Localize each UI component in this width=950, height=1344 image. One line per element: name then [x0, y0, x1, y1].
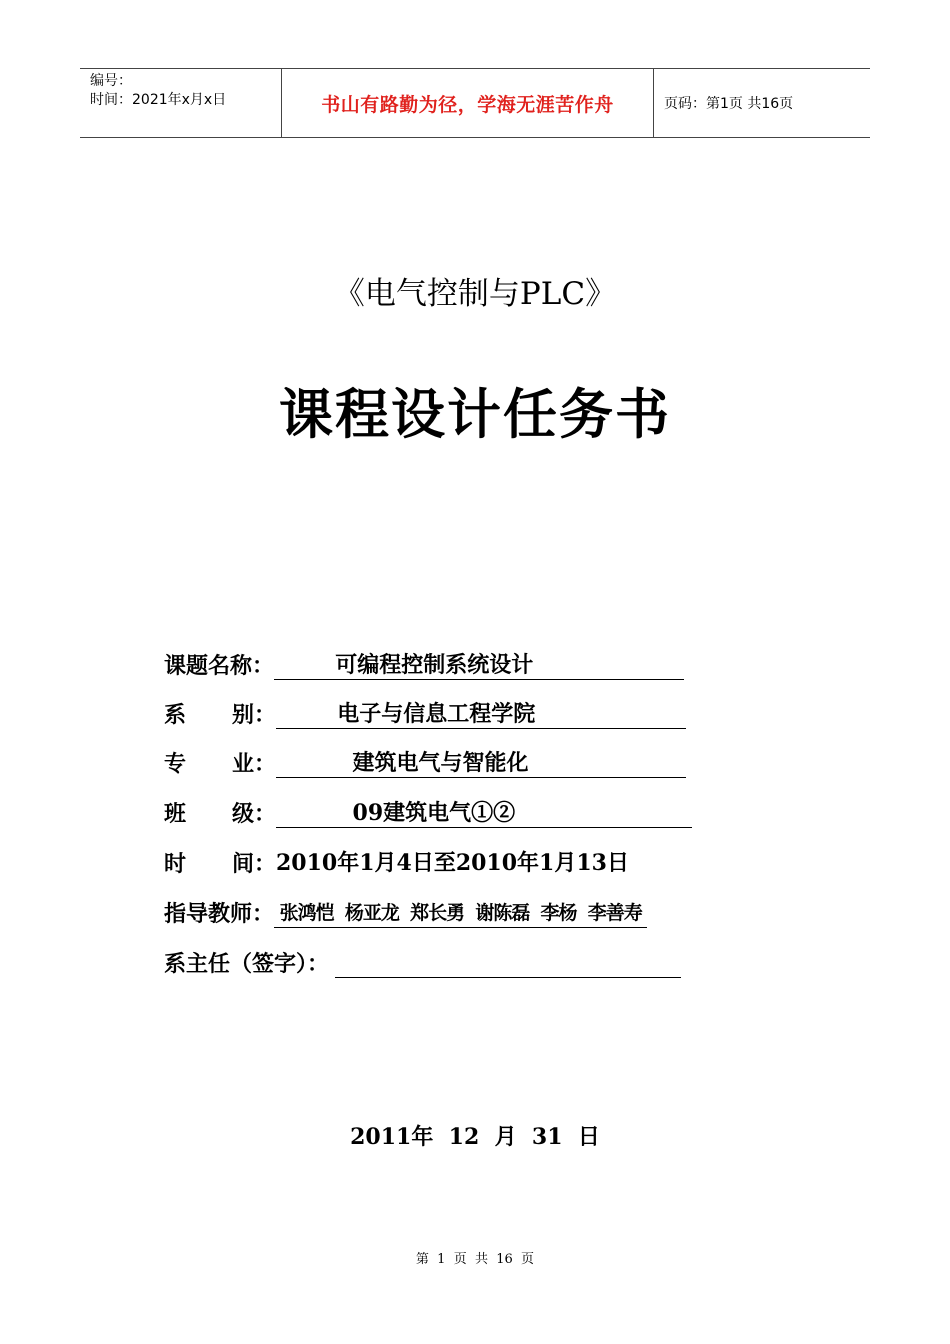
course-title: 《电气控制与PLC》 [333, 276, 617, 312]
field-major [164, 744, 686, 778]
field-topic [164, 646, 684, 680]
field-label: 课题名称： [164, 653, 275, 679]
page-info: 页码：第1页 共16页 [664, 96, 794, 112]
field-label: 班 级： [164, 801, 276, 827]
field-value: 09建筑电气①② [276, 798, 692, 828]
field-value: 电子与信息工程学院 [276, 699, 686, 729]
field-label: 时 间： [164, 851, 276, 877]
number-label: 编号： [90, 73, 132, 89]
field-dean-signature [164, 944, 681, 978]
page-footer: 第 1 页 共 16 页 [415, 1252, 535, 1267]
time-label: 时间：2021年x月x日 [90, 92, 227, 108]
header-motto-cell [282, 69, 654, 137]
field-value: 2010年1月4日至2010年1月13日 [275, 850, 629, 876]
motto: 书山有路勤为径，学海无涯苦作舟 [321, 93, 614, 116]
header-table [80, 68, 870, 138]
field-label: 指导教师： [164, 901, 275, 927]
signature-line [335, 948, 681, 978]
field-value: 建筑电气与智能化 [276, 748, 686, 778]
field-advisors [164, 894, 647, 928]
field-value: 可编程控制系统设计 [274, 650, 684, 680]
header-meta [80, 69, 282, 137]
field-label: 系主任（签字）： [164, 951, 330, 977]
field-label: 专 业： [164, 751, 276, 777]
field-time [164, 844, 629, 878]
field-class [164, 794, 692, 828]
field-value: 张鸿恺 杨亚龙 郑长勇 谢陈磊 李杨 李善寿 [274, 898, 647, 928]
header-page-info-cell [654, 69, 870, 137]
document-title: 课程设计任务书 [279, 383, 671, 446]
field-label: 系 别： [164, 702, 276, 728]
field-department [164, 695, 686, 729]
document-date: 2011年 12 月 31 日 [350, 1124, 600, 1150]
